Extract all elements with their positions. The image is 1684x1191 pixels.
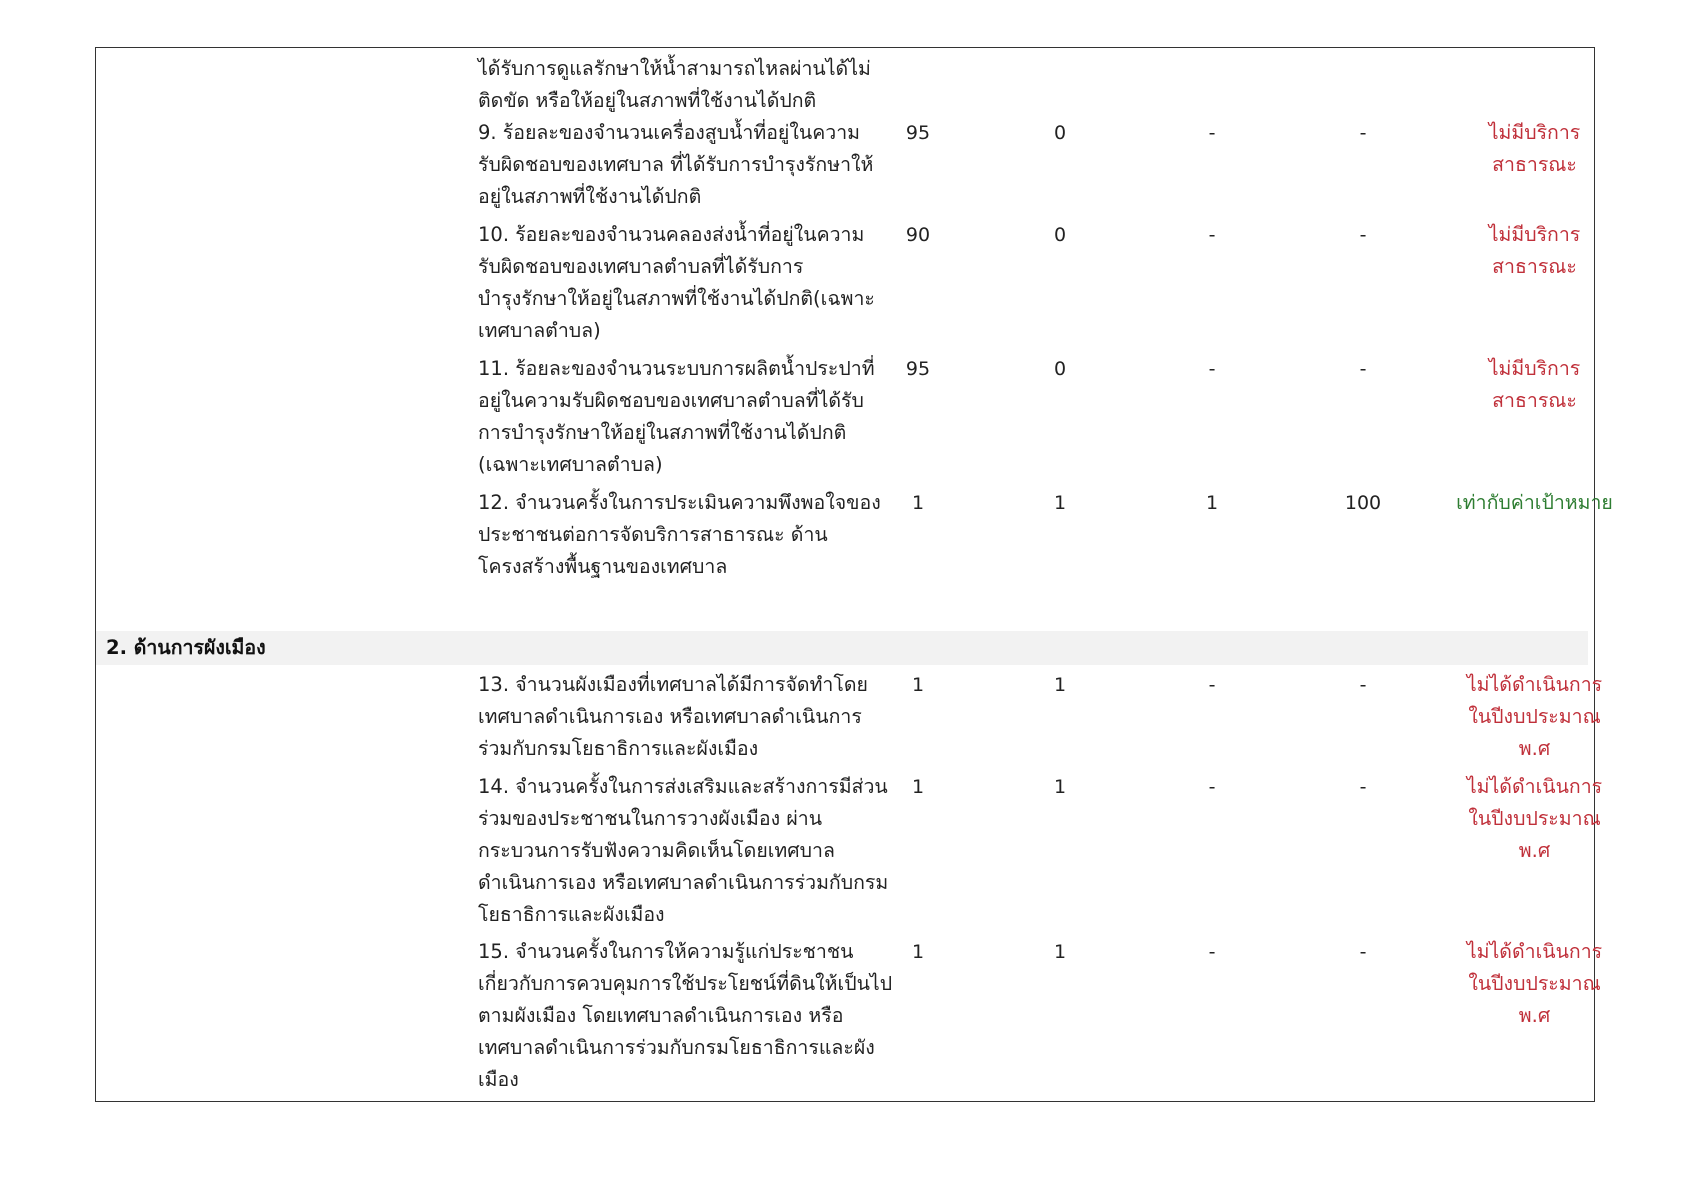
value-4: - <box>1359 358 1367 380</box>
indicator-line: 9. ร้อยละของจำนวนเครื่องสูบน้ำที่อยู่ในความ <box>478 121 861 144</box>
result-line: ในปีงบประมาณ <box>1468 807 1601 830</box>
value-4: - <box>1359 122 1367 144</box>
indicator-line: โยธาธิการและผังเมือง <box>478 903 665 926</box>
result-line: ในปีงบประมาณ <box>1468 705 1601 728</box>
indicator-line: เมือง <box>478 1068 519 1091</box>
result-line: ไม่มีบริการ <box>1488 357 1581 380</box>
indicator-line: ประชาชนต่อการจัดบริการสาธารณะ ด้าน <box>478 523 828 546</box>
indicator-line: (เฉพาะเทศบาลตำบล) <box>478 453 663 476</box>
value-2: 1 <box>1053 674 1067 696</box>
result-status <box>1447 117 1622 181</box>
result-status <box>1447 353 1622 417</box>
value-2: 0 <box>1053 122 1067 144</box>
value-3: - <box>1208 941 1216 963</box>
indicator-line: กระบวนการรับฟังความคิดเห็นโดยเทศบาล <box>478 839 835 862</box>
indicator-line: เทศบาลดำเนินการเอง หรือเทศบาลดำเนินการ <box>478 705 862 728</box>
value-3: - <box>1208 224 1216 246</box>
indicator-text <box>478 219 875 347</box>
indicator-line: รับผิดชอบของเทศบาล ที่ได้รับการบำรุงรักษาให้ <box>478 153 874 176</box>
target-value: 90 <box>905 224 931 246</box>
indicator-line: เทศบาลตำบล) <box>478 319 601 342</box>
value-2: 0 <box>1053 224 1067 246</box>
result-status <box>1447 771 1622 867</box>
target-value: 1 <box>911 776 925 798</box>
target-value: 1 <box>911 941 925 963</box>
result-status <box>1447 936 1622 1032</box>
value-3: - <box>1208 776 1216 798</box>
report-table <box>95 47 1613 1102</box>
result-status <box>1447 487 1622 519</box>
target-value: 95 <box>905 122 931 144</box>
section-heading: 2. ด้านการผังเมือง <box>106 636 266 659</box>
indicator-text <box>478 487 881 583</box>
result-line: สาธารณะ <box>1492 153 1577 176</box>
value-2: 1 <box>1053 492 1067 514</box>
indicator-line: การบำรุงรักษาให้อยู่ในสภาพที่ใช้งานได้ปกติ <box>478 421 847 444</box>
value-4: 100 <box>1344 492 1382 514</box>
indicator-text <box>478 771 889 931</box>
indicator-text <box>478 117 874 213</box>
result-status <box>1447 669 1622 765</box>
result-line: ไม่มีบริการ <box>1488 223 1581 246</box>
indicator-line: 10. ร้อยละของจำนวนคลองส่งน้ำที่อยู่ในความ <box>478 223 865 246</box>
indicator-line: ได้รับการดูแลรักษาให้น้ำสามารถไหลผ่านได้ไม่ <box>478 57 871 80</box>
result-line: ไม่มีบริการ <box>1488 121 1581 144</box>
indicator-line: รับผิดชอบของเทศบาลตำบลที่ได้รับการ <box>478 255 804 278</box>
section-heading-row <box>96 631 1588 665</box>
indicator-line: บำรุงรักษาให้อยู่ในสภาพที่ใช้งานได้ปกติ(เฉพาะ <box>478 287 875 310</box>
indicator-line: ร่วมกับกรมโยธาธิการและผังเมือง <box>478 737 759 760</box>
result-line: สาธารณะ <box>1492 255 1577 278</box>
result-line: ในปีงบประมาณ <box>1468 972 1601 995</box>
result-status <box>1447 219 1622 283</box>
indicator-line: 13. จำนวนผังเมืองที่เทศบาลได้มีการจัดทำโดย <box>478 673 868 696</box>
result-line: ไม่ได้ดำเนินการ <box>1466 775 1603 798</box>
value-4: - <box>1359 941 1367 963</box>
indicator-text <box>478 936 893 1096</box>
value-3: 1 <box>1205 492 1219 514</box>
value-3: - <box>1208 122 1216 144</box>
value-2: 1 <box>1053 776 1067 798</box>
indicator-line: 12. จำนวนครั้งในการประเมินความพึงพอใจของ <box>478 491 881 514</box>
value-2: 1 <box>1053 941 1067 963</box>
result-line: พ.ศ <box>1518 839 1551 862</box>
indicator-text <box>478 53 871 117</box>
indicator-text <box>478 669 868 765</box>
indicator-line: 11. ร้อยละของจำนวนระบบการผลิตน้ำประปาที่ <box>478 357 875 380</box>
target-value: 1 <box>911 492 925 514</box>
indicator-line: อยู่ในความรับผิดชอบของเทศบาลตำบลที่ได้รับ <box>478 389 864 412</box>
indicator-line: 14. จำนวนครั้งในการส่งเสริมและสร้างการมีส่วน <box>478 775 888 798</box>
result-line: พ.ศ <box>1518 737 1551 760</box>
indicator-line: ติดขัด หรือให้อยู่ในสภาพที่ใช้งานได้ปกติ <box>478 89 817 112</box>
indicator-text <box>478 353 875 481</box>
indicator-line: เกี่ยวกับการควบคุมการใช้ประโยชน์ที่ดินให้เป็นไป <box>478 972 893 995</box>
value-4: - <box>1359 776 1367 798</box>
value-4: - <box>1359 674 1367 696</box>
indicator-line: เทศบาลดำเนินการร่วมกับกรมโยธาธิการและผัง <box>478 1036 875 1059</box>
value-2: 0 <box>1053 358 1067 380</box>
result-line: สาธารณะ <box>1492 389 1577 412</box>
value-3: - <box>1208 358 1216 380</box>
result-line: เท่ากับค่าเป้าหมาย <box>1456 491 1613 514</box>
indicator-line: ดำเนินการเอง หรือเทศบาลดำเนินการร่วมกับกรม <box>478 871 889 894</box>
result-line: ไม่ได้ดำเนินการ <box>1466 673 1603 696</box>
value-4: - <box>1359 224 1367 246</box>
indicator-line: ตามผังเมือง โดยเทศบาลดำเนินการเอง หรือ <box>478 1004 844 1027</box>
target-value: 95 <box>905 358 931 380</box>
indicator-line: โครงสร้างพื้นฐานของเทศบาล <box>478 555 728 578</box>
indicator-line: ร่วมของประชาชนในการวางผังเมือง ผ่าน <box>478 807 823 830</box>
indicator-line: อยู่ในสภาพที่ใช้งานได้ปกติ <box>478 185 702 208</box>
target-value: 1 <box>911 674 925 696</box>
result-line: พ.ศ <box>1518 1004 1551 1027</box>
value-3: - <box>1208 674 1216 696</box>
result-line: ไม่ได้ดำเนินการ <box>1466 940 1603 963</box>
indicator-line: 15. จำนวนครั้งในการให้ความรู้แก่ประชาชน <box>478 940 854 963</box>
